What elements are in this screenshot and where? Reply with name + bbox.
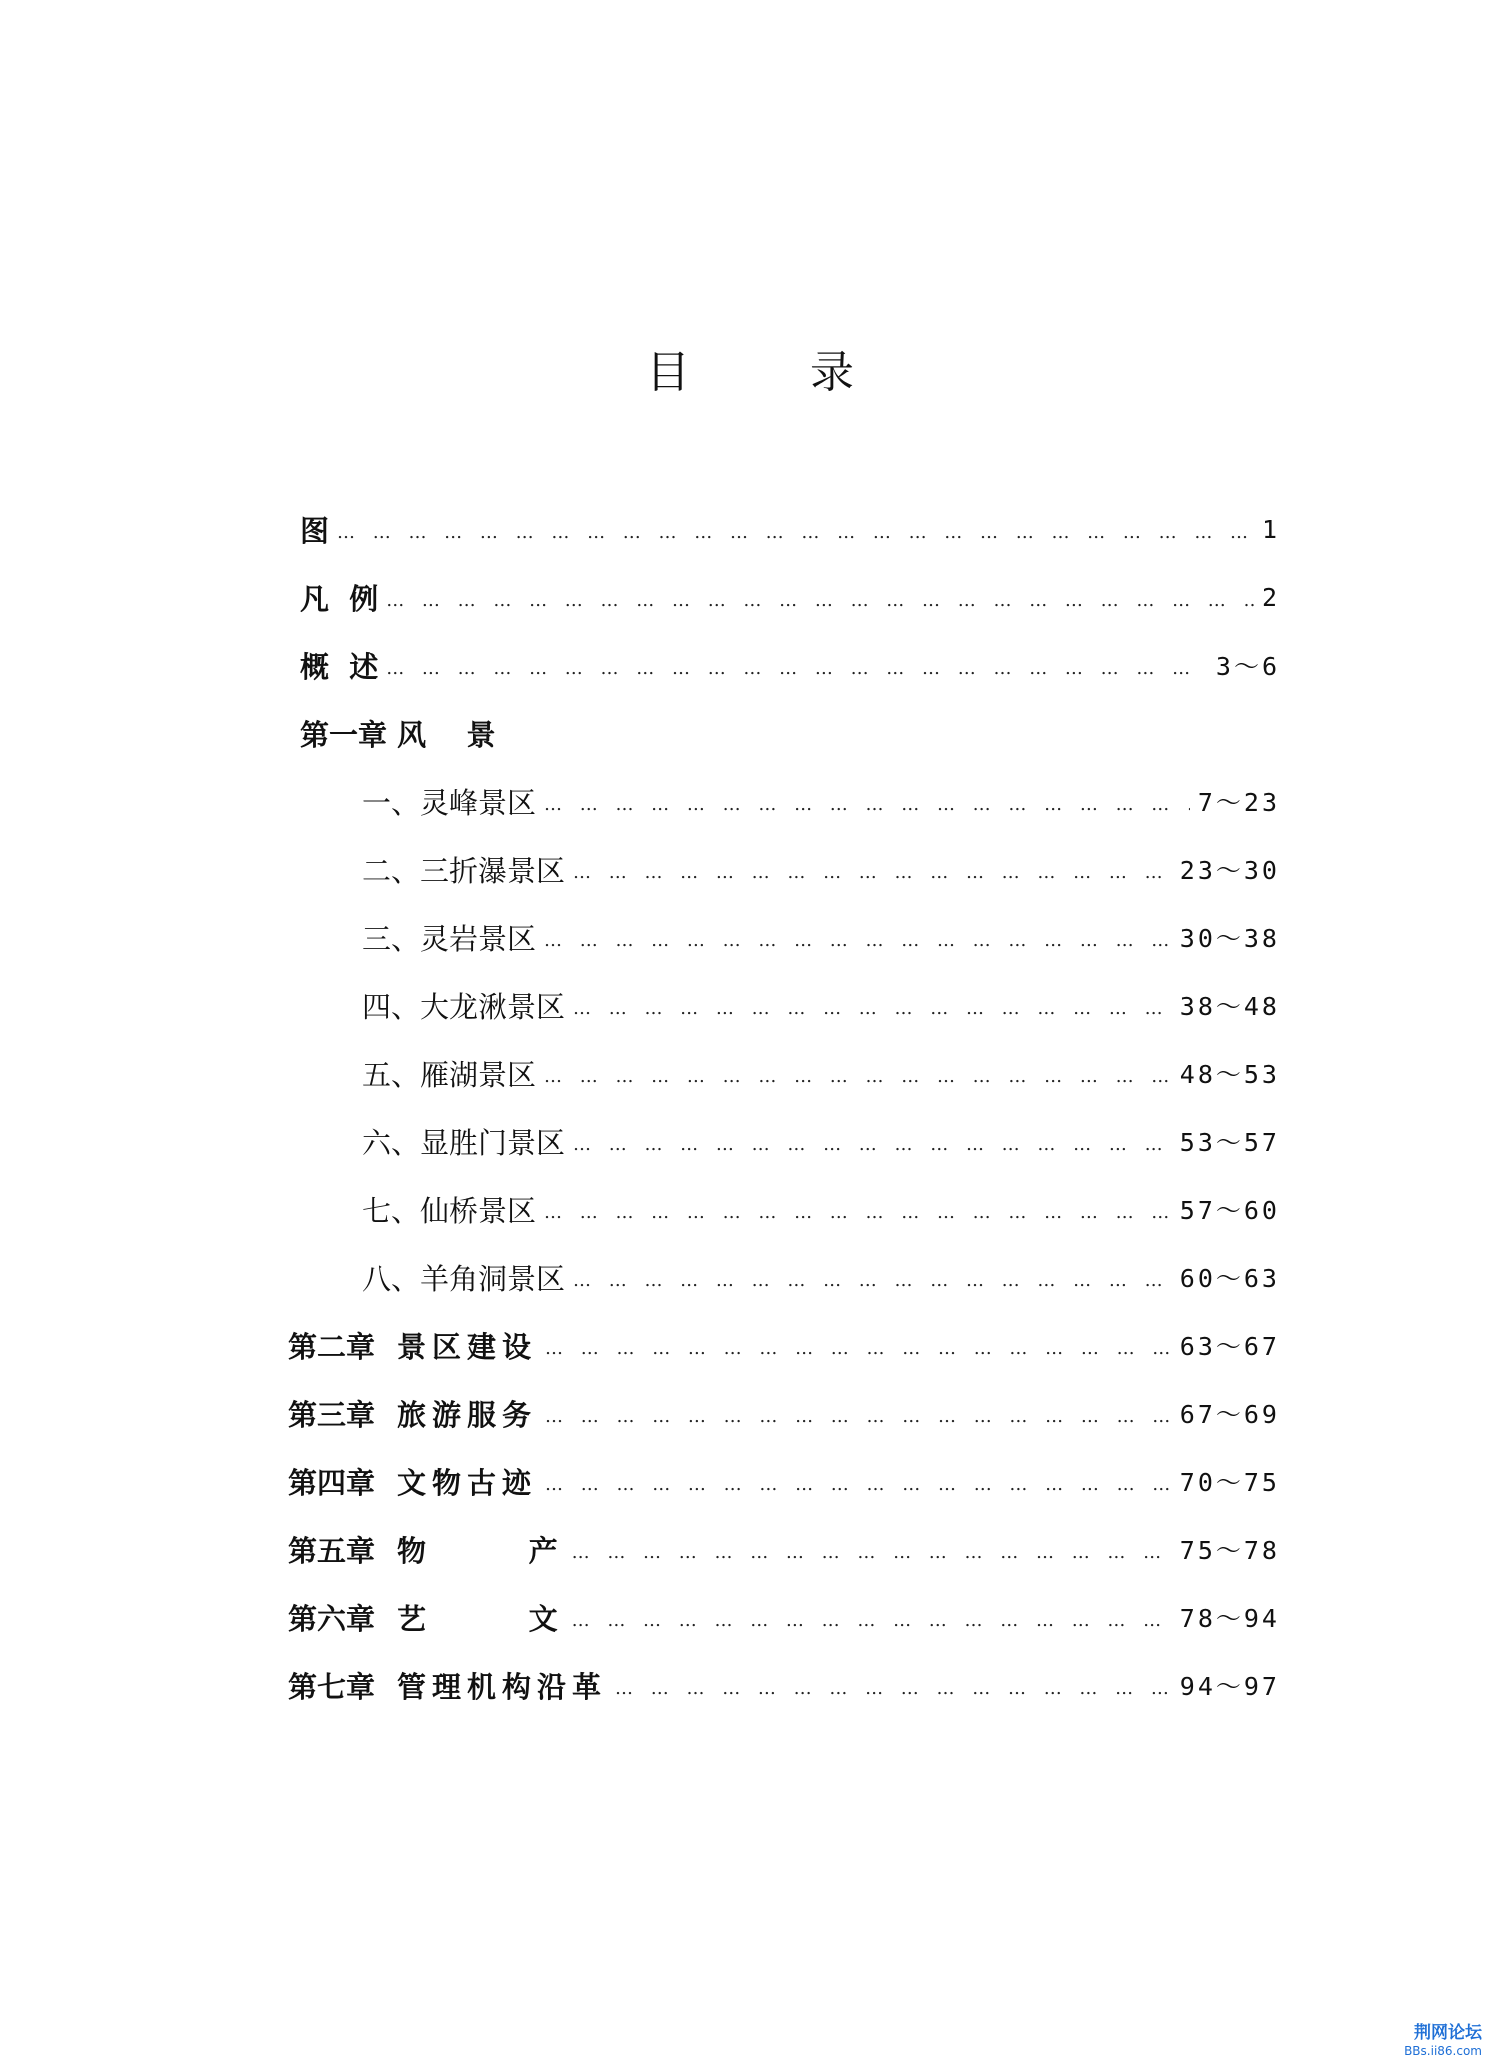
toc-label: 四、大龙湫景区	[362, 989, 566, 1024]
toc-label	[288, 1597, 564, 1638]
leader-dots	[386, 584, 1254, 610]
chapter-number: 第五章	[288, 1533, 376, 1568]
page-title	[0, 336, 1500, 400]
title-char-1: 目	[646, 347, 690, 398]
toc-label: 凡 例	[300, 581, 379, 616]
leader-dots	[544, 1196, 1172, 1222]
chapter-number: 第六章	[288, 1601, 376, 1636]
toc-page-number: 63～67	[1179, 1332, 1280, 1361]
toc-page-number: 70～75	[1179, 1468, 1280, 1497]
toc-label	[288, 1665, 607, 1706]
toc-page-number: 53～57	[1179, 1128, 1280, 1157]
toc-section	[300, 903, 1280, 971]
toc-section	[300, 835, 1280, 903]
toc-chapter-entry	[288, 1379, 1280, 1447]
toc-page-number: 23～30	[1179, 856, 1280, 885]
toc-chapter-entry	[288, 1311, 1280, 1379]
toc-section	[300, 767, 1280, 835]
leader-dots	[544, 924, 1172, 950]
leader-dots	[544, 1060, 1172, 1086]
toc-page-number: 57～60	[1179, 1196, 1280, 1225]
toc-section	[300, 971, 1280, 1039]
watermark-title: 荆网论坛	[1414, 2023, 1482, 2044]
toc-label: 第一章 风 景	[300, 717, 496, 752]
toc-chapter-entry	[288, 1447, 1280, 1515]
toc-label: 三、灵岩景区	[362, 921, 537, 956]
toc-page-number: 94～97	[1179, 1672, 1280, 1701]
toc-page-number: 3～6	[1215, 652, 1280, 681]
toc-section	[300, 1107, 1280, 1175]
toc-page-number: 60～63	[1179, 1264, 1280, 1293]
toc-label: 概 述	[300, 649, 379, 684]
leader-dots	[573, 856, 1172, 882]
toc-label	[288, 1529, 564, 1570]
table-of-contents	[288, 495, 1280, 1719]
toc-label: 七、仙桥景区	[362, 1193, 537, 1228]
chapter-title: 旅游服务	[397, 1397, 538, 1432]
toc-chapter-entry	[288, 1583, 1280, 1651]
leader-dots	[573, 1264, 1172, 1290]
leader-dots	[544, 788, 1190, 814]
leader-dots	[337, 516, 1254, 542]
toc-section	[300, 1175, 1280, 1243]
toc-label: 二、三折瀑景区	[362, 853, 566, 888]
title-char-2: 录	[810, 347, 854, 398]
toc-entry-overview	[300, 631, 1280, 699]
toc-page-number: 2	[1261, 582, 1280, 612]
chapter-title: 文物古迹	[397, 1465, 538, 1500]
leader-dots	[545, 1468, 1172, 1494]
toc-page-number: 75～78	[1179, 1536, 1280, 1565]
toc-label	[288, 1325, 537, 1366]
toc-page-number: 38～48	[1179, 992, 1280, 1021]
chapter-number: 第七章	[288, 1669, 376, 1704]
toc-chapter-1-heading	[300, 699, 1280, 767]
toc-section	[300, 1039, 1280, 1107]
toc-label: 一、灵峰景区	[362, 785, 537, 820]
site-watermark	[1404, 2023, 1482, 2058]
chapter-number: 第三章	[288, 1397, 376, 1432]
toc-label: 八、羊角洞景区	[362, 1261, 566, 1296]
leader-dots	[573, 1128, 1172, 1154]
toc-label	[288, 1393, 537, 1434]
leader-dots	[573, 992, 1172, 1018]
toc-page-number: 67～69	[1179, 1400, 1280, 1429]
toc-label: 六、显胜门景区	[362, 1125, 566, 1160]
toc-label: 五、雁湖景区	[362, 1057, 537, 1092]
chapter-title: 景区建设	[397, 1329, 538, 1364]
leader-dots	[572, 1604, 1172, 1630]
toc-section	[300, 1243, 1280, 1311]
toc-chapter-entry	[288, 1651, 1280, 1719]
toc-page-number: 48～53	[1179, 1060, 1280, 1089]
toc-entry-maps	[300, 495, 1280, 563]
toc-label: 图	[300, 513, 330, 548]
toc-label	[288, 1461, 537, 1502]
leader-dots	[545, 1332, 1172, 1358]
chapter-number: 第二章	[288, 1329, 376, 1364]
toc-page-number: 1	[1261, 514, 1280, 544]
toc-page-number: 30～38	[1179, 924, 1280, 953]
chapter-title: 管理机构沿革	[397, 1669, 608, 1704]
toc-chapter-entry	[288, 1515, 1280, 1583]
toc-page-number: 7～23	[1197, 788, 1280, 817]
leader-dots	[572, 1536, 1172, 1562]
chapter-number: 第四章	[288, 1465, 376, 1500]
toc-page-number: 78～94	[1179, 1604, 1280, 1633]
watermark-url: BBs.ii86.com	[1404, 2043, 1482, 2058]
chapter-title: 艺 文	[397, 1601, 564, 1636]
leader-dots	[386, 652, 1208, 678]
leader-dots	[545, 1400, 1172, 1426]
toc-entry-guide	[300, 563, 1280, 631]
leader-dots	[615, 1672, 1172, 1698]
chapter-title: 物 产	[397, 1533, 564, 1568]
